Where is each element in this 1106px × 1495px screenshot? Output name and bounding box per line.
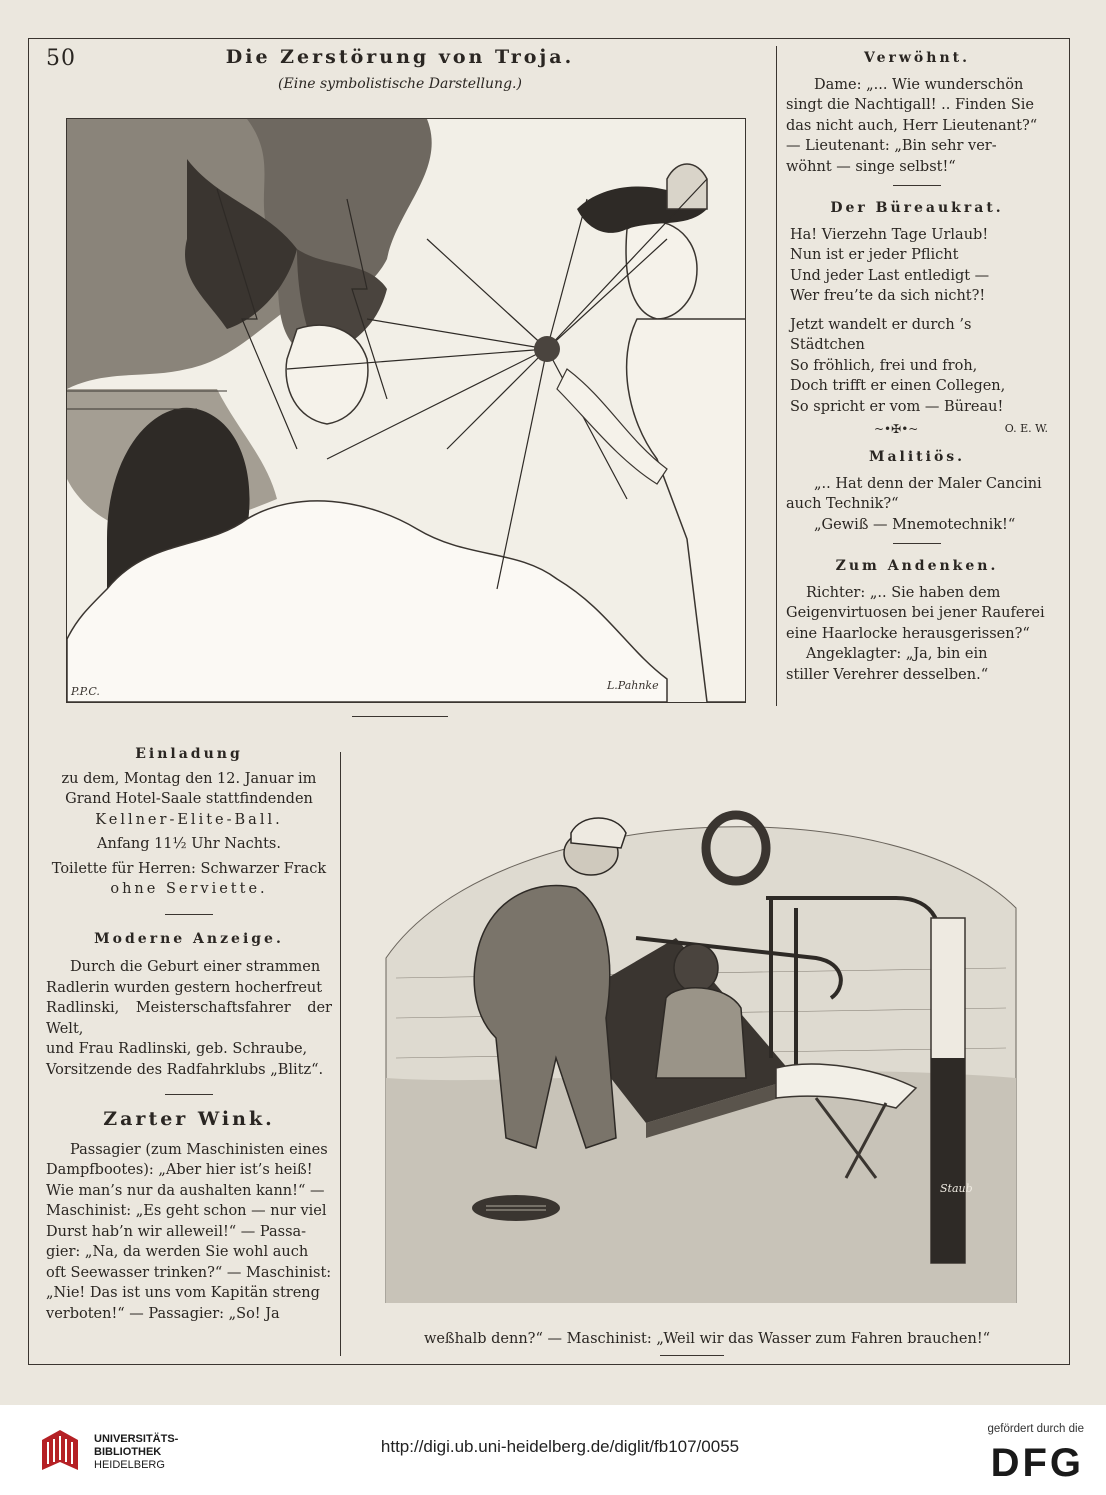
cartoon-caption: weßhalb denn?“ — Maschinist: „Weil wir das Wasser zum Fahren brauchen!“ (423, 1331, 991, 1347)
wink-line: gier: „Na, da werden Sie wohl auch (46, 1244, 309, 1260)
andenken-heading: Zum Andenken. (835, 558, 999, 574)
verwoehnt-line: das nicht auch, Herr Lieutenant?“ (786, 117, 1038, 134)
wink-line: verboten!“ — Passagier: „So! Ja (46, 1305, 280, 1322)
dfg-logo[interactable]: DFG (990, 1441, 1084, 1485)
troja-illustration (66, 118, 746, 703)
wink-line: Dampfbootes): „Aber hier ist’s heiß! (46, 1162, 313, 1178)
wink-line: „Nie! Das ist uns vom Kapitän streng (46, 1285, 320, 1301)
left-column (46, 744, 332, 1324)
anzeige-line: Vorsitzende des Radfahrklubs „Blitz“. (46, 1061, 324, 1078)
einladung-line: Grand Hotel-Saale stattfindenden (65, 791, 313, 807)
anzeige-heading: Moderne Anzeige. (94, 930, 284, 947)
page-subtitle: (Eine symbolistische Darstellung.) (278, 76, 522, 92)
einladung-line: ohne Serviette. (110, 881, 268, 897)
andenken-line: Richter: „.. Sie haben dem (806, 584, 1001, 601)
library-line: HEIDELBERG (94, 1459, 165, 1471)
andenken-line: Geigenvirtuosen bei jener Rauferei (786, 605, 1045, 621)
right-column (786, 48, 1048, 685)
anzeige-line: Radlerin wurden gestern hocherfreut (46, 979, 323, 996)
caption-rule (660, 1355, 724, 1356)
einladung-line: Kellner-Elite-Ball. (95, 811, 283, 828)
column-rule-bottom (340, 752, 341, 1356)
engine-room-illustration (376, 758, 1026, 1303)
poem-line: Ha! Vierzehn Tage Urlaub! (790, 226, 989, 243)
poem-line: Jetzt wandelt er durch ’s Städtchen (790, 316, 972, 353)
page-title: Die Zerstörung von Troja. (225, 46, 575, 68)
poem-line: So spricht er vom — Büreau! (790, 398, 1004, 415)
poem-line: Doch trifft er einen Collegen, (790, 378, 1006, 394)
andenken-line: eine Haarlocke herausgerissen?“ (786, 625, 1030, 642)
malitioes-line: „Gewiß — Mnemotechnik!“ (814, 516, 1016, 533)
permalink-url[interactable]: http://digi.ub.uni-heidelberg.de/diglit/fb107/0055 (380, 1437, 740, 1456)
section-rule (893, 543, 941, 544)
section-rule (165, 914, 213, 915)
anzeige-line: und Frau Radlinski, geb. Schraube, (46, 1041, 308, 1057)
wink-line: oft Seewasser trinken?“ — Maschinist: (46, 1264, 332, 1281)
page-number: 50 (46, 46, 76, 71)
verwoehnt-heading: Verwöhnt. (864, 50, 970, 66)
verwoehnt-line: — Lieutenant: „Bin sehr ver- (786, 138, 997, 154)
einladung-line: Toilette für Herren: Schwarzer Frack (51, 860, 327, 877)
verwoehnt-line: Dame: „... Wie wunderschön (814, 76, 1024, 93)
einladung-heading: Einladung (135, 746, 243, 762)
verwoehnt-line: wöhnt — singe selbst!“ (786, 158, 956, 175)
ship-signature: Staub (940, 1182, 973, 1195)
malitioes-line: „.. Hat denn der Maler Cancini (814, 475, 1042, 492)
wink-line: Passagier (zum Maschinisten eines (70, 1141, 328, 1158)
separator-rule (352, 716, 448, 717)
ub-heidelberg-logo[interactable] (38, 1428, 84, 1476)
verwoehnt-line: singt die Nachtigall! .. Finden Sie (786, 97, 1034, 113)
wink-heading: Zarter Wink. (103, 1108, 275, 1130)
andenken-line: stiller Verehrer desselben.“ (786, 666, 989, 683)
poem-line: Wer freu’te da sich nicht?! (790, 288, 986, 304)
wink-line: Wie man’s nur da aushalten kann!“ — (46, 1182, 325, 1199)
poem-line: So fröhlich, frei und froh, (790, 357, 978, 374)
poem-line: Nun ist er jeder Pflicht (790, 247, 959, 263)
anzeige-line: Durch die Geburt einer strammen (70, 959, 321, 975)
malitioes-line: auch Technik?“ (786, 496, 899, 512)
troja-monogram: P.P.C. (71, 685, 100, 698)
wink-line: Durst hab’n wir alleweil!“ — Passa- (46, 1223, 307, 1240)
anzeige-line: Radlinski, Meisterschaftsfahrer der Welt, (46, 1000, 332, 1037)
bureaukrat-heading: Der Büreaukrat. (830, 200, 1004, 216)
library-line: UNIVERSITÄTS- (94, 1433, 179, 1445)
einladung-line: zu dem, Montag den 12. Januar im (61, 770, 317, 787)
library-name (94, 1433, 178, 1472)
einladung-line: Anfang 11½ Uhr Nachts. (97, 836, 281, 852)
andenken-line: Angeklagter: „Ja, bin ein (806, 646, 988, 662)
engine-room-drawing (376, 758, 1026, 1303)
poem-author: O. E. W. (1004, 422, 1048, 435)
troja-signature: L.Pahnke (607, 679, 659, 692)
malitioes-heading: Malitiös. (868, 449, 966, 465)
viewer-footer (0, 1405, 1106, 1495)
library-line: BIBLIOTHEK (94, 1446, 162, 1458)
ornament-icon: ~•✠•~ (874, 422, 919, 436)
library-logo-icon (38, 1428, 84, 1472)
column-rule-top (776, 46, 777, 706)
troja-drawing (67, 119, 745, 702)
section-rule (165, 1094, 213, 1095)
poem-line: Und jeder Last entledigt — (790, 267, 990, 284)
funding-note: gefördert durch die (987, 1423, 1084, 1435)
section-rule (893, 185, 941, 186)
wink-line: Maschinist: „Es geht schon — nur viel (46, 1203, 327, 1219)
